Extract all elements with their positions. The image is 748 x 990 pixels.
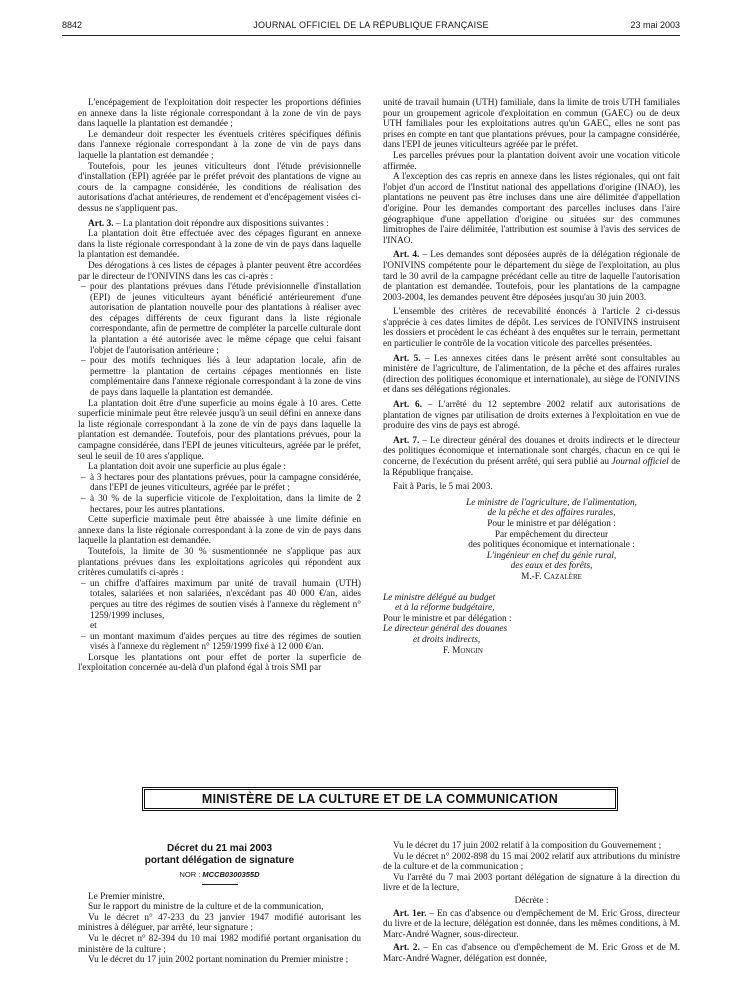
signing-place-date: Fait à Paris, le 5 mai 2003. bbox=[393, 482, 493, 493]
paragraph: Vu le décret n° 2002-898 du 15 mai 2002 relatif aux attributions du ministre de la culture et de la communication ; bbox=[383, 851, 680, 873]
signature-block-budget bbox=[383, 593, 680, 657]
journal-reference: Journal officiel bbox=[611, 457, 669, 467]
signatory-title: des eaux et des forêts, bbox=[510, 561, 593, 572]
article-label: Art. 3. bbox=[88, 218, 114, 229]
paragraph: La plantation doit être d'une superficie au moins égale à 10 ares. Cette superficie minimale peut être relevée jusqu'à un seuil défini en annexe dans la liste régionale correspondant à la zone de vin de pays dans laquelle la plantation est demandée. Toutefois, pour des plantations prévues, pour la campagne considérée, dans l'EPI de jeunes viticulteurs, agréée par le préfet, seul le seuil de 10 ares s'applique. bbox=[78, 398, 361, 462]
signatory-title: de la pêche et des affaires rurales, bbox=[487, 508, 616, 519]
article-1: Art. 1er. – En cas d'absence ou d'empêchement de M. Eric Gross, directeur du livre et de la lecture, délégation est donnée, dans les mêmes conditions, à M. Marc-André Wagner, sous-directeur. bbox=[383, 908, 680, 940]
article-2: Art. 2. – En cas d'absence ou d'empêchement de M. Eric Gross et de M. Marc-André Wagner, délégation est donnée, bbox=[383, 943, 680, 964]
paragraph: Vu le décret n° 47-233 du 23 janvier 1947 modifié autorisant les ministres à déléguer, par arrêté, leur signature ; bbox=[78, 912, 361, 934]
title-rule bbox=[202, 884, 238, 885]
page-header bbox=[62, 20, 680, 34]
paragraph: Vu le décret n° 82-394 du 10 mai 1982 modifié portant organisation du ministère de la culture ; bbox=[78, 933, 361, 955]
signatory-name: F. Mongin bbox=[443, 645, 483, 656]
nor-code: MCCB0300355D bbox=[202, 870, 260, 879]
criteria-list bbox=[78, 579, 361, 621]
list-item: – pour des plantations prévues dans l'étude prévisionnelle d'installation (EPI) de jeunes viticulteurs ayant bénéficié antérieurement d'une autorisation de plantation nouvelle pour des plantations à réaliser avec des cépages différents de ceux figurant dans la liste régionale correspondante, afin de permettre de compléter la parcelle culturale dont la plantation a été autorisée avec le même cépage que celui faisant l'objet de l'autorisation antérieure ; bbox=[78, 282, 361, 356]
article-4: Art. 4. – Les demandes sont déposées auprès de la délégation régionale de l'ONIVINS compétente pour le département du siège de l'exploitation, au plus tard le 30 avril de la campagne précédant celle au titre de laquelle l'autorisation de plantation est demandée. Toutefois, pour les plantations de la campagne 2003-2004, les demandes peuvent être déposées jusqu'au 30 juin 2003. bbox=[383, 250, 680, 303]
paragraph: A l'exception des cas repris en annexe dans les listes régionales, qui ont fait l'objet d'un accord de l'Institut national des appellations d'origine (INAO), les plantations ne peuvent pas être incluses dans une aire délimitée d'appellation d'origine. Pour les demandes comportant des parcelles incluses dans l'aire géographique d'une appellation d'origine ou situées sur des communes limitrophes de l'aire délimitée, l'attribution est soumise à l'avis des services de l'INAO. bbox=[383, 172, 680, 246]
right-column bbox=[383, 98, 680, 656]
signatory-title: Le directeur général des douanes bbox=[383, 624, 508, 635]
article-label: Art. 5. bbox=[393, 353, 421, 364]
signatory-title: et à la réforme budgétaire, bbox=[395, 603, 495, 614]
delegation-line: Par empêchement du directeur bbox=[494, 529, 609, 540]
paragraph: Lorsque les plantations ont pour effet de porter la superficie de l'exploitation concernée au-delà d'un plafond égal à trois SMI par bbox=[78, 652, 361, 674]
decree-right-column bbox=[383, 841, 680, 965]
article-6: Art. 6. – L'arrêté du 12 septembre 2002 relatif aux autorisations de plantation de vignes par utilisation de droits externes à l'exploitation en vue de produire des vins de pays est abrogé. bbox=[383, 400, 680, 432]
paragraph: Toutefois, pour les jeunes viticulteurs dont l'étude prévisionnelle d'installation (EPI) agréée par le préfet prévoit des plantations de vigne au cours de la campagne considérée, les conditions de réalisation des autorisations d'achat antérieures, de rendement et d'encépagement visées ci-dessus ne s'appliquent pas. bbox=[78, 161, 361, 214]
journal-title: JOURNAL OFFICIEL DE LA RÉPUBLIQUE FRANÇAISE bbox=[253, 20, 489, 30]
header-rule bbox=[62, 35, 680, 36]
signatory-title: et droits indirects, bbox=[413, 634, 481, 645]
article-3: Art. 3. – La plantation doit répondre aux dispositions suivantes : bbox=[88, 218, 329, 229]
article-5: Art. 5. – Les annexes citées dans le présent arrêté sont consultables au ministère de l'agriculture, de l'alimentation, de la pêche et des affaires rurales (direction des politiques économique et internationale), au siège de l'ONIVINS et dans ses délégations régionales. bbox=[383, 353, 680, 396]
article-label: Art. 4. bbox=[393, 250, 420, 261]
signatory-title: Le ministre de l'agriculture, de l'alimentation, bbox=[466, 497, 637, 508]
list-item: – un montant maximum d'aides perçues au titre des régimes de soutien visés à l'annexe du règlement n° 1259/1999 fixé à 12 000 €/an. bbox=[78, 632, 361, 653]
paragraph: unité de travail humain (UTH) familiale, dans la limite de trois UTH familiales pour un groupement agricole d'exploitation en commun (GAEC) ou de deux UTH familiales pour les exploitations autres qu'un GAEC, elles ne sont pas prises en compte en tant que plantations prévues, pour la campagne considérée, dans l'EPI de jeunes viticulteurs agréée par le préfet. bbox=[383, 98, 680, 151]
signatory-name: M.-F. Cazalère bbox=[521, 571, 582, 582]
paragraph: Vu le décret du 17 juin 2002 portant nomination du Premier ministre ; bbox=[88, 955, 349, 966]
article-label: Art. 7. bbox=[393, 435, 420, 446]
issue-date: 23 mai 2003 bbox=[630, 20, 680, 30]
article-label: Art. 1er. bbox=[393, 908, 427, 919]
derogation-list bbox=[78, 282, 361, 399]
decree-title: Décret du 21 mai 2003 portant délégation de signature bbox=[144, 843, 295, 866]
ministry-heading: MINISTÈRE DE LA CULTURE ET DE LA COMMUNICATION bbox=[142, 787, 618, 811]
paragraph: Toutefois, la limite de 30 % susmentionnée ne s'applique pas aux plantations prévues dans les exploitations agricoles qui répondent aux critères cumulatifs ci-après : bbox=[78, 546, 361, 579]
list-item: – un chiffre d'affaires maximum par unité de travail humain (UTH) totales, salariées et non salariées, n'excédant pas 40 000 €/an, aides perçues au titre des régimes de soutien visés à l'annexe du règlement n° 1259/1999 incluses, bbox=[78, 579, 361, 621]
paragraph: Sur le rapport du ministre de la culture et de la communication, bbox=[88, 902, 324, 913]
signature-block-agriculture bbox=[383, 498, 680, 583]
decree-formula: Décrète : bbox=[514, 895, 549, 906]
signatory-title: L'ingénieur en chef du génie rural, bbox=[486, 550, 617, 561]
paragraph: La plantation doit avoir une superficie au plus égale : bbox=[88, 462, 287, 473]
delegation-line: Pour le ministre et par délégation : bbox=[383, 613, 512, 624]
page-number: 8842 bbox=[62, 20, 83, 30]
signatory-title: Le ministre délégué au budget bbox=[383, 592, 496, 603]
list-item: – à 30 % de la superficie viticole de l'exploitation, dans la limite de 2 hectares, pour les autres plantations. bbox=[78, 494, 361, 515]
paragraph: Le Premier ministre, bbox=[88, 891, 165, 902]
criteria-list-2 bbox=[78, 632, 361, 653]
article-7: Art. 7. – Le directeur général des douanes et droits indirects et le directeur des politiques économique et internationale sont chargés, chacun en ce qui le concerne, de l'exécution du présent arrêté, qui sera publié au Journal officiel de la République française. bbox=[383, 435, 680, 478]
article-label: Art. 6. bbox=[393, 400, 422, 411]
paragraph: Des dérogations à ces listes de cépages à planter peuvent être accordées par le directeur de l'ONIVINS dans les cas ci-après : bbox=[78, 260, 361, 282]
decree-left-column bbox=[78, 843, 361, 966]
paragraph: Vu l'arrêté du 7 mai 2003 portant délégation de signature à la direction du livre et de la lecture, bbox=[383, 872, 680, 894]
paragraph: Vu le décret du 17 juin 2002 relatif à la composition du Gouvernement ; bbox=[393, 841, 662, 851]
paragraph: Le demandeur doit respecter les éventuels critères spécifiques définis dans l'annexe régionale correspondant à la zone de vin de pays dans laquelle la plantation est demandée ; bbox=[78, 129, 361, 161]
paragraph: La plantation doit être effectuée avec des cépages figurant en annexe dans la liste régionale correspondant à la zone de vin de pays dans laquelle la plantation est demandée. bbox=[78, 229, 361, 261]
surface-list bbox=[78, 473, 361, 515]
list-item: – pour des motifs techniques liés à leur adaptation locale, afin de permettre la plantation de certains cépages mentionnés en liste complémentaire dans l'annexe régionale correspondant à la zone de vins de pays dans laquelle la plantation est demandée. bbox=[78, 356, 361, 398]
nor-reference: NOR : MCCB0300355D bbox=[179, 870, 260, 879]
article-label: Art. 2. bbox=[393, 943, 420, 954]
list-item: – à 3 hectares pour des plantations prévues, pour la campagne considérée, dans l'EPI de jeunes viticulteurs, agréée par le préfet ; bbox=[78, 473, 361, 494]
paragraph: L'ensemble des critères de recevabilité énoncés à l'article 2 ci-dessus s'apprécie à ces dates limites de dépôt. Les services de l'ONIVINS instruisent les dossiers et procèdent le cas échéant à des enquêtes sur le terrain, permettant en particulier le contrôle de la vocation viticole des parcelles présentées. bbox=[383, 307, 680, 350]
paragraph: Les parcelles prévues pour la plantation doivent avoir une vocation viticole affirmée. bbox=[383, 150, 680, 172]
delegation-line: des politiques économique et internationale : bbox=[468, 540, 635, 551]
list-conjunction: et bbox=[90, 621, 97, 632]
left-column bbox=[78, 98, 361, 674]
paragraph: Cette superficie maximale peut être abaissée à une limite définie en annexe dans la liste régionale correspondant à la zone de vin de pays dans laquelle la plantation est demandée. bbox=[78, 515, 361, 547]
delegation-line: Pour le ministre et par délégation : bbox=[487, 518, 616, 529]
paragraph: L'encépagement de l'exploitation doit respecter les proportions définies en annexe dans la liste régionale correspondant à la zone de vin de pays dans laquelle la plantation est demandée ; bbox=[78, 98, 361, 130]
